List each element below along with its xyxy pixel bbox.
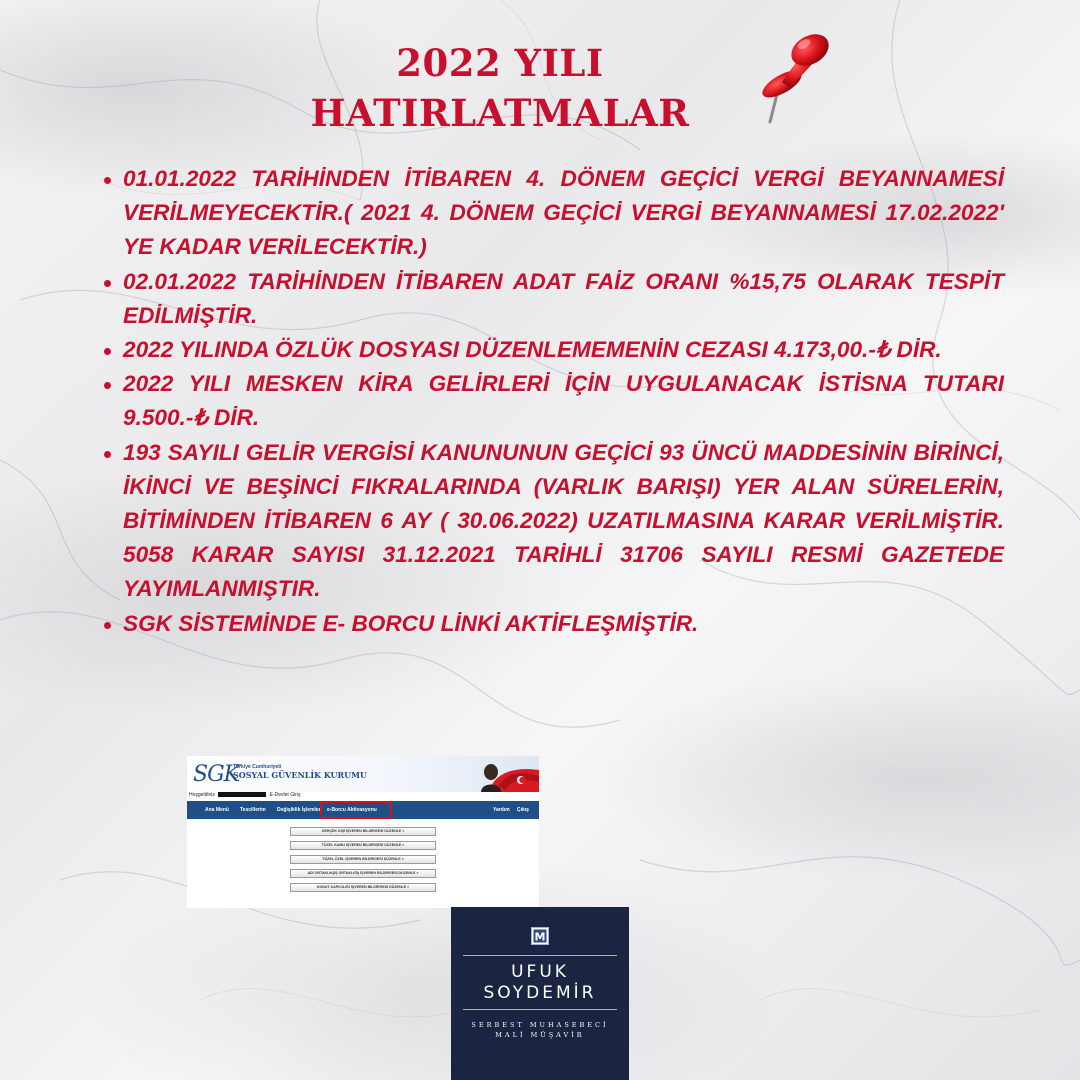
nav-change-ops[interactable]: Değişiklik İşlemleri xyxy=(277,807,323,813)
redacted-name xyxy=(218,792,266,797)
divider xyxy=(463,955,617,956)
divider xyxy=(463,1009,617,1010)
list-item: 193 SAYILI GELİR VERGİSİ KANUNUNUN GEÇİCİ 93 ÜNCÜ MADDESİNİN BİRİNCİ, İKİNCİ VE BEŞİNCİ FIKRALARINDA (VARLIK BARIŞI) YER ALAN SÜRELERİN, BİTİMİNDEN İTİBAREN 6 AY ( 30.06.2022) UZATILMASINA KARAR VERİLMİŞTİR. 5058 KARAR SAYISI 31.12.2021 TARİHLİ 31706 SAYILI RESMİ GAZETEDE YAYIMLANMIŞTIR. xyxy=(100,436,1004,607)
list-item: 01.01.2022 TARİHİNDEN İTİBAREN 4. DÖNEM GEÇİCİ VERGİ BEYANNAMESİ VERİLMEYECEKTİR.( 2021 4. DÖNEM GEÇİCİ VERGİ BEYANNAMESİ 17.02.2022' YE KADAR VERİLECEKTİR.) xyxy=(100,162,1004,265)
sgk-logo: SGK xyxy=(193,762,240,787)
sgk-header xyxy=(187,756,539,792)
title-line-1: 2022 YILI xyxy=(396,41,604,85)
highlight-box xyxy=(320,801,392,819)
edevlet-login: E-Devlet Giriş xyxy=(269,792,301,798)
nav-registrations[interactable]: Tescillerim xyxy=(240,807,266,813)
push-pin-icon xyxy=(748,26,838,126)
sgk-welcome-bar xyxy=(187,792,539,798)
sgk-form-button[interactable]: GERÇEK KİŞİ İŞVEREN BİLDİRGESİ DÜZENLE » xyxy=(290,827,436,836)
reminder-list xyxy=(100,162,1004,641)
sgk-form-button[interactable]: TÜZEL ÖZEL İŞVEREN BİLDİRGESİ DÜZENLE » xyxy=(290,855,436,864)
nav-logout[interactable]: Çıkış xyxy=(517,807,529,813)
sgk-form-button[interactable]: KONUT KAPICILIĞI İŞVEREN BİLDİRGESİ DÜZENLE » xyxy=(290,883,436,892)
sgk-form-button[interactable]: ADİ ORTAKLIK(İŞ ORTAKLIĞI) İŞVEREN BİLDİRGESİ DÜZENLE » xyxy=(290,869,436,878)
page-title xyxy=(0,38,1080,138)
list-item: 02.01.2022 TARİHİNDEN İTİBAREN ADAT FAİZ ORANI %15,75 OLARAK TESPİT EDİLMİŞTİR. xyxy=(100,265,1004,333)
brand-name-line-2: SOYDEMİR xyxy=(483,983,597,1003)
flag-portrait-image xyxy=(449,756,539,792)
list-item: 2022 YILI MESKEN KİRA GELİRLERİ İÇİN UYGULANACAK İSTİSNA TUTARI 9.500.-₺ DİR. xyxy=(100,367,1004,435)
sgk-org-line-1: Türkiye Cumhuriyeti xyxy=(233,764,282,770)
brand-title-line-2: MALİ MÜŞAVİR xyxy=(495,1031,585,1039)
brand-name-line-1: UFUK xyxy=(511,962,569,982)
nav-e-debt-activation[interactable]: e-Borcu Aktivasyonu xyxy=(327,807,377,813)
brand-mark-letter: M xyxy=(534,930,546,944)
sgk-screenshot xyxy=(187,756,539,908)
sgk-org-line-2: SOSYAL GÜVENLİK KURUMU xyxy=(233,770,367,780)
list-item: SGK SİSTEMİNDE E- BORCU LİNKİ AKTİFLEŞMİŞTİR. xyxy=(100,607,1004,641)
welcome-label: Hoşgeldiniz xyxy=(189,792,215,798)
brand-title-line-1: SERBEST MUHASEBECİ xyxy=(471,1021,609,1029)
title-line-2: HATIRLATMALAR xyxy=(310,91,690,135)
sgk-form-button[interactable]: TÜZEL KAMU İŞVEREN BİLDİRGESİ DÜZENLE » xyxy=(290,841,436,850)
brand-logo xyxy=(451,907,629,1080)
nav-home[interactable]: Ana Menü xyxy=(205,807,229,813)
list-item: 2022 YILINDA ÖZLÜK DOSYASI DÜZENLEMEMENİN CEZASI 4.173,00.-₺ DİR. xyxy=(100,333,1004,367)
nav-help[interactable]: Yardım xyxy=(493,807,510,813)
brand-mark-icon xyxy=(531,927,549,945)
sgk-button-list xyxy=(187,819,539,892)
sgk-organization xyxy=(233,764,367,780)
sgk-nav-bar xyxy=(187,801,539,819)
